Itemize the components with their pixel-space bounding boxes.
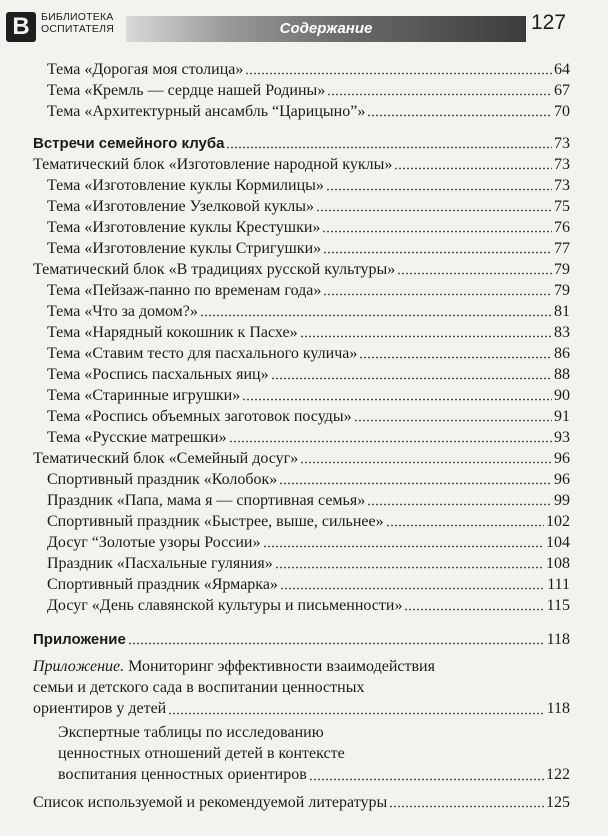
dot-leader bbox=[263, 545, 545, 548]
toc-entry-page: 88 bbox=[554, 366, 570, 383]
toc-entry-multiline[interactable] bbox=[33, 656, 570, 719]
toc-entry-page: 122 bbox=[546, 766, 570, 783]
toc-entry[interactable] bbox=[47, 100, 570, 121]
toc-entry[interactable] bbox=[47, 363, 570, 384]
toc-entry-page: 90 bbox=[554, 387, 570, 404]
toc-entry[interactable] bbox=[47, 300, 570, 321]
toc-entry-title: Тема «Дорогая моя столица» bbox=[47, 61, 244, 78]
toc-entry[interactable] bbox=[47, 468, 570, 489]
dot-leader bbox=[326, 188, 552, 191]
logo-line-1: БИБЛИОТЕКА bbox=[41, 11, 114, 23]
toc-entry-title: Тематический блок «В традициях русской культуры» bbox=[33, 261, 396, 278]
toc-entry-page: 83 bbox=[554, 324, 570, 341]
toc-entry-title: Тема «Изготовление куклы Кормилицы» bbox=[47, 177, 324, 194]
toc-entry[interactable] bbox=[33, 258, 570, 279]
toc-entry-page: 75 bbox=[554, 198, 570, 215]
library-logo-text bbox=[41, 11, 114, 35]
toc-entry-title: Досуг “Золотые узоры России» bbox=[47, 534, 261, 551]
toc-entry-page: 125 bbox=[546, 794, 570, 811]
toc-entry-page: 76 bbox=[554, 219, 570, 236]
toc-entry-page: 73 bbox=[554, 135, 570, 152]
toc-entry[interactable] bbox=[47, 237, 570, 258]
page-header bbox=[0, 0, 608, 44]
dot-leader bbox=[280, 587, 545, 590]
dot-leader bbox=[279, 482, 552, 485]
toc-entry-page: 77 bbox=[554, 240, 570, 257]
toc-entry-line bbox=[58, 764, 570, 785]
toc-entry-page: 86 bbox=[554, 345, 570, 362]
toc-entry-page: 111 bbox=[547, 576, 570, 593]
toc-entry-page: 102 bbox=[546, 513, 570, 530]
toc-entry[interactable] bbox=[47, 342, 570, 363]
toc-entry-page: 93 bbox=[554, 429, 570, 446]
toc-entry-line: ценностных отношений детей в контексте bbox=[58, 745, 345, 762]
dot-leader bbox=[229, 440, 552, 443]
toc-entry[interactable] bbox=[47, 195, 570, 216]
toc-section-title: Приложение bbox=[33, 631, 126, 648]
dot-leader bbox=[275, 566, 544, 569]
toc-entry-page: 118 bbox=[546, 631, 570, 648]
toc-entry-title: Тема «Что за домом?» bbox=[47, 303, 198, 320]
toc-section-title: Встречи семейного клуба bbox=[33, 135, 225, 152]
dot-leader bbox=[271, 377, 552, 380]
toc-entry[interactable] bbox=[47, 58, 570, 79]
dot-leader bbox=[128, 642, 545, 645]
toc-entry[interactable] bbox=[47, 79, 570, 100]
toc-entry-text: воспитания ценностных ориентиров bbox=[58, 766, 307, 783]
toc-entry-title: Тематический блок «Изготовление народной куклы» bbox=[33, 156, 393, 173]
toc-entry-title: Тема «Русские матрешки» bbox=[47, 429, 227, 446]
logo-line-2: ОСПИТАТЕЛЯ bbox=[41, 23, 114, 35]
toc-entry-title: Тема «Изготовление куклы Стригушки» bbox=[47, 240, 322, 257]
toc-entry-title: Тема «Изготовление Узелковой куклы» bbox=[47, 198, 314, 215]
toc-entry-page: 96 bbox=[554, 471, 570, 488]
toc-entry-title: Спортивный праздник «Быстрее, выше, сильнее» bbox=[47, 513, 384, 530]
toc-entry-page: 73 bbox=[554, 177, 570, 194]
toc-entry-page: 104 bbox=[546, 534, 570, 551]
dot-leader bbox=[354, 419, 552, 422]
dot-leader bbox=[323, 293, 552, 296]
toc-entry[interactable] bbox=[47, 384, 570, 405]
toc-entry-page: 67 bbox=[554, 82, 570, 99]
toc-entry[interactable] bbox=[33, 791, 570, 812]
toc-entry-title: Праздник «Папа, мама я — спортивная семья» bbox=[47, 492, 366, 509]
toc-entry-title: Тематический блок «Семейный досуг» bbox=[33, 450, 299, 467]
dot-leader bbox=[404, 608, 544, 611]
toc-entry-page: 64 bbox=[554, 61, 570, 78]
dot-leader bbox=[386, 524, 544, 527]
toc-entry-line bbox=[33, 656, 570, 677]
toc-entry[interactable] bbox=[47, 573, 570, 594]
dot-leader bbox=[168, 712, 544, 715]
toc-entry-title: Тема «Изготовление куклы Крестушки» bbox=[47, 219, 321, 236]
toc-entry[interactable] bbox=[47, 426, 570, 447]
appendix-prefix: Приложение. bbox=[33, 658, 125, 675]
toc-entry-text: Мониторинг эффективности взаимодействия bbox=[124, 658, 435, 675]
toc-entry[interactable] bbox=[47, 531, 570, 552]
toc-entry-page: 81 bbox=[554, 303, 570, 320]
toc-entry[interactable] bbox=[33, 447, 570, 468]
toc-entry-page: 91 bbox=[554, 408, 570, 425]
toc-entry-text: ориентиров у детей bbox=[33, 700, 167, 717]
toc-entry-title: Праздник «Пасхальные гуляния» bbox=[47, 555, 273, 572]
dot-leader bbox=[394, 167, 552, 170]
toc-entry-title: Тема «Нарядный кокошник к Пасхе» bbox=[47, 324, 298, 341]
toc-entry-multiline[interactable] bbox=[58, 722, 570, 785]
toc-entry-title: Тема «Ставим тесто для пасхального кулича» bbox=[47, 345, 358, 362]
toc-entry-title: Тема «Роспись пасхальных яиц» bbox=[47, 366, 269, 383]
dot-leader bbox=[316, 209, 552, 212]
dot-leader bbox=[226, 146, 552, 149]
toc-entry-line bbox=[33, 698, 570, 719]
toc-entry-title: Список используемой и рекомендуемой литературы bbox=[33, 794, 388, 811]
toc-entry-title: Спортивный праздник «Ярмарка» bbox=[47, 576, 278, 593]
dot-leader bbox=[242, 398, 552, 401]
dot-leader bbox=[322, 230, 552, 233]
toc-entry-title: Тема «Архитектурный ансамбль “Царицыно”» bbox=[47, 103, 366, 120]
toc-entry[interactable] bbox=[47, 552, 570, 573]
section-title: Содержание bbox=[279, 20, 373, 37]
toc-entry-line: семьи и детского сада в воспитании ценностных bbox=[33, 679, 365, 696]
toc-entry[interactable] bbox=[47, 510, 570, 531]
dot-leader bbox=[323, 251, 552, 254]
dot-leader bbox=[359, 356, 552, 359]
toc-entry[interactable] bbox=[33, 153, 570, 174]
toc-entry-page: 115 bbox=[546, 597, 570, 614]
toc-entry-title: Спортивный праздник «Колобок» bbox=[47, 471, 278, 488]
toc-entry-page: 99 bbox=[554, 492, 570, 509]
toc-entry-page: 73 bbox=[554, 156, 570, 173]
dot-leader bbox=[327, 93, 552, 96]
header-band bbox=[126, 16, 526, 42]
library-logo-letter: В bbox=[6, 12, 36, 42]
toc-entry[interactable] bbox=[47, 216, 570, 237]
toc-entry-title: Тема «Роспись объемных заготовок посуды» bbox=[47, 408, 352, 425]
toc-entry-page: 96 bbox=[554, 450, 570, 467]
page-number: 127 bbox=[531, 11, 567, 34]
dot-leader bbox=[300, 335, 552, 338]
toc-entry-page: 70 bbox=[554, 103, 570, 120]
dot-leader bbox=[245, 72, 552, 75]
toc-section-heading[interactable] bbox=[33, 132, 570, 153]
dot-leader bbox=[200, 314, 552, 317]
dot-leader bbox=[397, 272, 552, 275]
dot-leader bbox=[389, 805, 544, 808]
dot-leader bbox=[367, 114, 552, 117]
toc-entry[interactable] bbox=[47, 279, 570, 300]
toc-entry[interactable] bbox=[47, 489, 570, 510]
dot-leader bbox=[309, 778, 544, 781]
dot-leader bbox=[300, 461, 552, 464]
toc-entry-page: 79 bbox=[554, 261, 570, 278]
toc-entry[interactable] bbox=[47, 321, 570, 342]
toc-entry-title: Тема «Старинные игрушки» bbox=[47, 387, 241, 404]
toc-entry-page: 79 bbox=[554, 282, 570, 299]
toc-entry[interactable] bbox=[47, 405, 570, 426]
toc-entry-page: 118 bbox=[546, 700, 570, 717]
dot-leader bbox=[367, 503, 552, 506]
toc-entry-title: Тема «Кремль — сердце нашей Родины» bbox=[47, 82, 326, 99]
toc-section-heading[interactable] bbox=[33, 628, 570, 649]
toc-entry-title: Тема «Пейзаж-панно по временам года» bbox=[47, 282, 322, 299]
toc-entry-line: Экспертные таблицы по исследованию bbox=[58, 724, 324, 741]
toc-entry-title: Досуг «День славянской культуры и письменности» bbox=[47, 597, 403, 614]
toc-entry[interactable] bbox=[47, 174, 570, 195]
toc-entry-page: 108 bbox=[546, 555, 570, 572]
toc-entry[interactable] bbox=[47, 594, 570, 615]
